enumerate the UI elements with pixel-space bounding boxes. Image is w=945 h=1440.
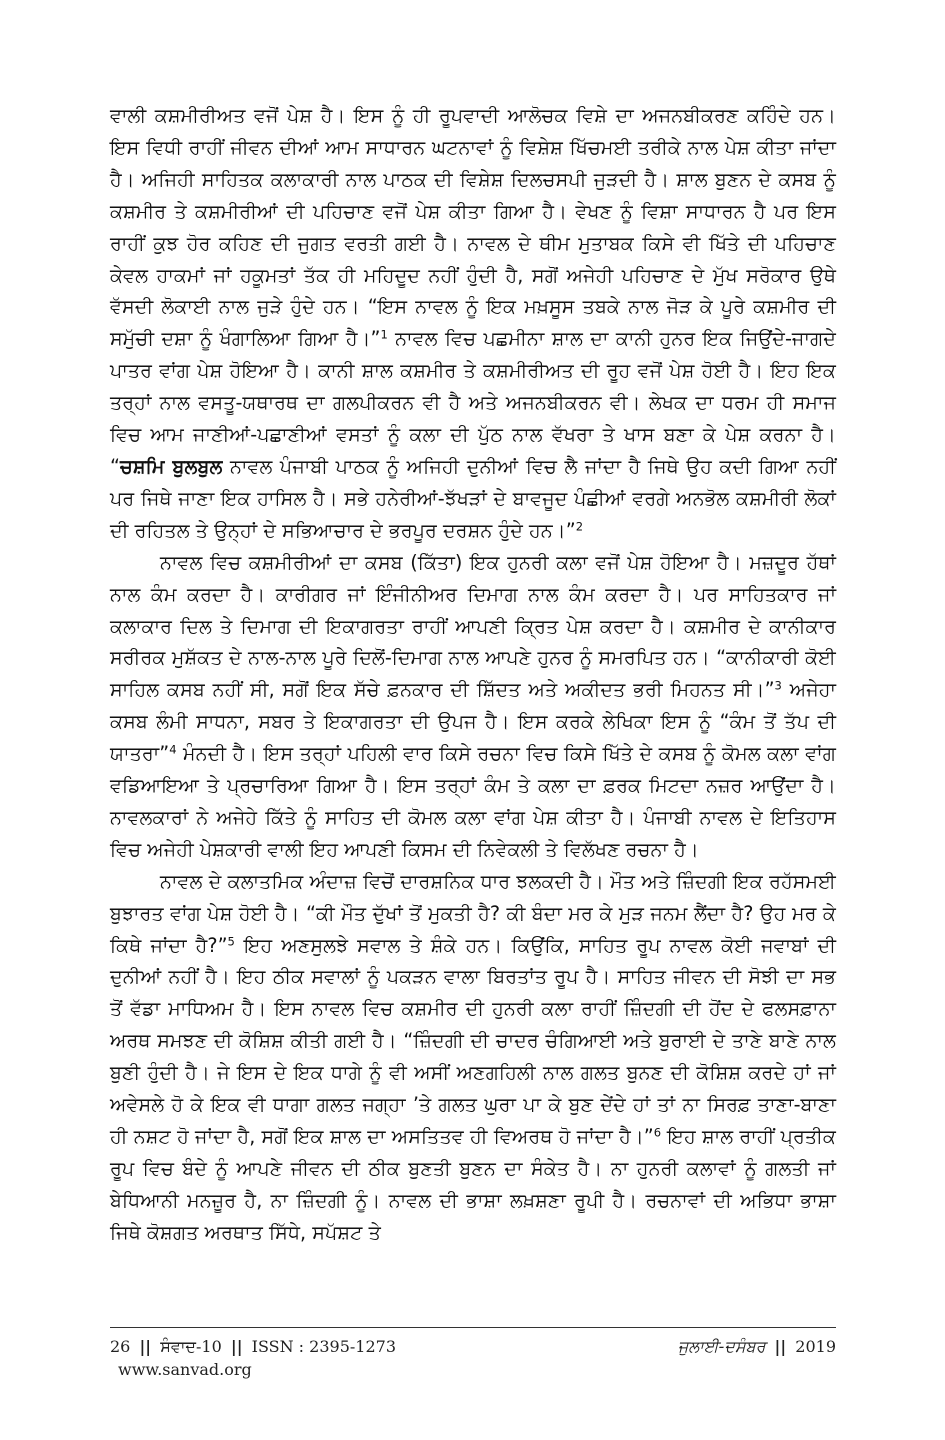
footnote-ref: 5: [227, 934, 235, 949]
paragraph-1: [110, 100, 836, 547]
text-run: ਮੰਨਦੀ ਹੈ। ਇਸ ਤਰ੍ਹਾਂ ਪਹਿਲੀ ਵਾਰ ਕਿਸੇ ਰਚਨਾ ਵਿਚ ਕਿਸੇ ਖਿੱਤੇ ਦੇ ਕਸਬ ਨੂੰ ਕੋਮਲ ਕਲਾ ਵਾਂਗ ਵਡਿਆਇਆ ਤੇ ਪ੍ਰਚਾਰਿਆ ਗਿਆ ਹੈ। ਇਸ ਤਰ੍ਹਾਂ ਕੰਮ ਤੇ ਕਲਾ ਦਾ ਫ਼ਰਕ ਮਿਟਦਾ ਨਜ਼ਰ ਆਉਂਦਾ ਹੈ। ਨਾਵਲਕਾਰਾਂ ਨੇ ਅਜੇਹੇ ਕਿੱਤੇ ਨੂੰ ਸਾਹਿਤ ਦੀ ਕੋਮਲ ਕਲਾ ਵਾਂਗ ਪੇਸ਼ ਕੀਤਾ ਹੈ। ਪੰਜਾਬੀ ਨਾਵਲ ਦੇ ਇਤਿਹਾਸ ਵਿਚ ਅਜੇਹੀ ਪੇਸ਼ਕਾਰੀ ਵਾਲੀ ਇਹ ਆਪਣੀ ਕਿਸਮ ਦੀ ਨਿਵੇਕਲੀ ਤੇ ਵਿਲੱਖਣ ਰਚਨਾ ਹੈ।: [110, 742, 836, 861]
footnote-ref: 6: [653, 1125, 662, 1140]
text-run: ਵਾਲੀ ਕਸ਼ਮੀਰੀਅਤ ਵਜੋਂ ਪੇਸ਼ ਹੈ। ਇਸ ਨੂੰ ਹੀ ਰੂਪਵਾਦੀ ਆਲੋਚਕ ਵਿਸ਼ੇ ਦਾ ਅਜਨਬੀਕਰਣ ਕਹਿੰਦੇ ਹਨ। ਇਸ ਵਿਧੀ ਰਾਹੀਂ ਜੀਵਨ ਦੀਆਂ ਆਮ ਸਾਧਾਰਨ ਘਟਨਾਵਾਂ ਨੂੰ ਵਿਸ਼ੇਸ਼ ਖਿੱਚਮਈ ਤਰੀਕੇ ਨਾਲ ਪੇਸ਼ ਕੀਤਾ ਜਾਂਦਾ ਹੈ। ਅਜਿਹੀ ਸਾਹਿਤਕ ਕਲਾਕਾਰੀ ਨਾਲ ਪਾਠਕ ਦੀ ਵਿਸ਼ੇਸ਼ ਦਿਲਚਸਪੀ ਜੁੜਦੀ ਹੈ। ਸ਼ਾਲ ਬੁਣਨ ਦੇ ਕਸਬ ਨੂੰ ਕਸ਼ਮੀਰ ਤੇ ਕਸ਼ਮੀਰੀਆਂ ਦੀ ਪਹਿਚਾਣ ਵਜੋਂ ਪੇਸ਼ ਕੀਤਾ ਗਿਆ ਹੈ। ਵੇਖਣ ਨੂੰ ਵਿਸ਼ਾ ਸਾਧਾਰਨ ਹੈ ਪਰ ਇਸ ਰਾਹੀਂ ਕੁਝ ਹੋਰ ਕਹਿਣ ਦੀ ਜੁਗਤ ਵਰਤੀ ਗਈ ਹੈ। ਨਾਵਲ ਦੇ ਥੀਮ ਮੁਤਾਬਕ ਕਿਸੇ ਵੀ ਖਿੱਤੇ ਦੀ ਪਹਿਚਾਣ ਕੇਵਲ ਹਾਕਮਾਂ ਜਾਂ ਹਕੂਮਤਾਂ ਤੱਕ ਹੀ ਮਹਿਦੂਦ ਨਹੀਂ ਹੁੰਦੀ ਹੈ, ਸਗੋਂ ਅਜੇਹੀ ਪਹਿਚਾਣ ਦੇ ਮੁੱਖ ਸਰੋਕਾਰ ਉਥੇ ਵੱਸਦੀ ਲੋਕਾਈ ਨਾਲ ਜੁੜੇ ਹੁੰਦੇ ਹਨ। “ਇਸ ਨਾਵਲ ਨੂੰ ਇਕ ਮਖ਼ਸੂਸ ਤਬਕੇ ਨਾਲ ਜੋੜ ਕੇ ਪੂਰੇ ਕਸ਼ਮੀਰ ਦੀ ਸਮੁੱਚੀ ਦਸ਼ਾ ਨੂੰ ਖੰਗਾਲਿਆ ਗਿਆ ਹੈ।”: [110, 104, 836, 351]
page-number: 26: [110, 1337, 131, 1356]
text-run: ਨਾਵਲ ਦੇ ਕਲਾਤਮਿਕ ਅੰਦਾਜ਼ ਵਿਚੋਂ ਦਾਰਸ਼ਨਿਕ ਧਾਰ ਝਲਕਦੀ ਹੈ। ਮੌਤ ਅਤੇ ਜ਼ਿੰਦਗੀ ਇਕ ਰਹੱਸਮਈ ਬੁਝਾਰਤ ਵਾਂਗ ਪੇਸ਼ ਹੋਈ ਹੈ। “ਕੀ ਮੌਤ ਦੁੱਖਾਂ ਤੋਂ ਮੁਕਤੀ ਹੈ? ਕੀ ਬੰਦਾ ਮਰ ਕੇ ਮੁੜ ਜਨਮ ਲੈਂਦਾ ਹੈ? ਉਹ ਮਰ ਕੇ ਕਿਥੇ ਜਾਂਦਾ ਹੈ?”: [110, 869, 836, 957]
footnote-ref: 4: [169, 742, 177, 757]
footnote-ref: 3: [774, 678, 782, 693]
footnote-ref: 2: [575, 519, 584, 534]
separator: ||: [139, 1337, 152, 1356]
text-run: ਇਹ ਅਣਸੁਲਝੇ ਸਵਾਲ ਤੇ ਸ਼ੰਕੇ ਹਨ। ਕਿਉਂਕਿ, ਸਾਹਿਤ ਰੂਪ ਨਾਵਲ ਕੋਈ ਜਵਾਬਾਂ ਦੀ ਦੁਨੀਆਂ ਨਹੀਂ ਹੈ। ਇਹ ਠੀਕ ਸਵਾਲਾਂ ਨੂੰ ਪਕੜਨ ਵਾਲਾ ਬਿਰਤਾਂਤ ਰੂਪ ਹੈ। ਸਾਹਿਤ ਜੀਵਨ ਦੀ ਸੋਝੀ ਦਾ ਸਭ ਤੋਂ ਵੱਡਾ ਮਾਧਿਅਮ ਹੈ। ਇਸ ਨਾਵਲ ਵਿਚ ਕਸ਼ਮੀਰ ਦੀ ਹੁਨਰੀ ਕਲਾ ਰਾਹੀਂ ਜ਼ਿੰਦਗੀ ਦੀ ਹੋਂਦ ਦੇ ਫਲਸਫ਼ਾਨਾ ਅਰਥ ਸਮਝਣ ਦੀ ਕੋਸ਼ਿਸ਼ ਕੀਤੀ ਗਈ ਹੈ। “ਜ਼ਿੰਦਗੀ ਦੀ ਚਾਦਰ ਚੰਗਿਆਈ ਅਤੇ ਬੁਰਾਈ ਦੇ ਤਾਣੇ ਬਾਣੇ ਨਾਲ ਬੁਣੀ ਹੁੰਦੀ ਹੈ। ਜੇ ਇਸ ਦੇ ਇਕ ਧਾਗੇ ਨੂੰ ਵੀ ਅਸੀਂ ਅਣਗਹਿਲੀ ਨਾਲ ਗਲਤ ਬੁਨਣ ਦੀ ਕੋਸ਼ਿਸ਼ ਕਰਦੇ ਹਾਂ ਜਾਂ ਅਵੇਸਲੇ ਹੋ ਕੇ ਇਕ ਵੀ ਧਾਗਾ ਗਲਤ ਜਗ੍ਹਾ ’ਤੇ ਗਲਤ ਘੁਰਾ ਪਾ ਕੇ ਬੁਣ ਦੇਂਦੇ ਹਾਂ ਤਾਂ ਨਾ ਸਿਰਫ਼ ਤਾਣਾ-ਬਾਣਾ ਹੀ ਨਸ਼ਟ ਹੋ ਜਾਂਦਾ ਹੈ, ਸਗੋਂ ਇਕ ਸ਼ਾਲ ਦਾ ਅਸਤਿਤਵ ਹੀ ਵਿਅਰਥ ਹੋ ਜਾਂਦਾ ਹੈ।”: [110, 933, 836, 1148]
issue-months: ਜੁਲਾਈ-ਦਸੰਬਰ: [677, 1337, 766, 1356]
paragraph-2: [110, 547, 836, 866]
paragraph-3: [110, 866, 836, 1249]
text-run: ਨਾਵਲ ਵਿਚ ਪਛਮੀਨਾ ਸ਼ਾਲ ਦਾ ਕਾਨੀ ਹੁਨਰ ਇਕ ਜਿਉਂਦੇ-ਜਾਗਦੇ ਪਾਤਰ ਵਾਂਗ ਪੇਸ਼ ਹੋਇਆ ਹੈ। ਕਾਨੀ ਸ਼ਾਲ ਕਸ਼ਮੀਰ ਤੇ ਕਸ਼ਮੀਰੀਅਤ ਦੀ ਰੂਹ ਵਜੋਂ ਪੇਸ਼ ਹੋਈ ਹੈ। ਇਹ ਇਕ ਤਰ੍ਹਾਂ ਨਾਲ ਵਸਤੂ-ਯਥਾਰਥ ਦਾ ਗਲਪੀਕਰਨ ਵੀ ਹੈ ਅਤੇ ਅਜਨਬੀਕਰਨ ਵੀ। ਲੇਖਕ ਦਾ ਧਰਮ ਹੀ ਸਮਾਜ ਵਿਚ ਆਮ ਜਾਣੀਆਂ-ਪਛਾਣੀਆਂ ਵਸਤਾਂ ਨੂੰ ਕਲਾ ਦੀ ਪੁੱਠ ਨਾਲ ਵੱਖਰਾ ਤੇ ਖਾਸ ਬਣਾ ਕੇ ਪੇਸ਼ ਕਰਨਾ ਹੈ। “: [110, 327, 836, 478]
text-run: ਇਹ ਸ਼ਾਲ ਰਾਹੀਂ ਪ੍ਰਤੀਕ ਰੂਪ ਵਿਚ ਬੰਦੇ ਨੂੰ ਆਪਣੇ ਜੀਵਨ ਦੀ ਠੀਕ ਬੁਣਤੀ ਬੁਣਨ ਦਾ ਸੰਕੇਤ ਹੈ। ਨਾ ਹੁਨਰੀ ਕਲਾਵਾਂ ਨੂੰ ਗਲਤੀ ਜਾਂ ਬੇਧਿਆਨੀ ਮਨਜ਼ੂਰ ਹੈ, ਨਾ ਜ਼ਿੰਦਗੀ ਨੂੰ। ਨਾਵਲ ਦੀ ਭਾਸ਼ਾ ਲਖ਼ਸ਼ਣਾ ਰੂਪੀ ਹੈ। ਰਚਨਾਵਾਂ ਦੀ ਅਭਿਧਾ ਭਾਸ਼ਾ ਜਿਥੇ ਕੋਸ਼ਗਤ ਅਰਥਾਤ ਸਿੱਧੇ, ਸਪੱਸ਼ਟ ਤੇ: [110, 1125, 836, 1244]
footer-left: [110, 1337, 396, 1357]
text-run: ਨਾਵਲ ਵਿਚ ਕਸ਼ਮੀਰੀਆਂ ਦਾ ਕਸਬ (ਕਿੱਤਾ) ਇਕ ਹੁਨਰੀ ਕਲਾ ਵਜੋਂ ਪੇਸ਼ ਹੋਇਆ ਹੈ। ਮਜ਼ਦੂਰ ਹੱਥਾਂ ਨਾਲ ਕੰਮ ਕਰਦਾ ਹੈ। ਕਾਰੀਗਰ ਜਾਂ ਇੰਜੀਨੀਅਰ ਦਿਮਾਗ ਨਾਲ ਕੰਮ ਕਰਦਾ ਹੈ। ਪਰ ਸਾਹਿਤਕਾਰ ਜਾਂ ਕਲਾਕਾਰ ਦਿਲ ਤੇ ਦਿਮਾਗ ਦੀ ਇਕਾਗਰਤਾ ਰਾਹੀਂ ਆਪਣੀ ਕ੍ਰਿਤ ਪੇਸ਼ ਕਰਦਾ ਹੈ। ਕਸ਼ਮੀਰ ਦੇ ਕਾਨੀਕਾਰ ਸਰੀਰਕ ਮੁਸ਼ੱਕਤ ਦੇ ਨਾਲ-ਨਾਲ ਪੂਰੇ ਦਿਲੋਂ-ਦਿਮਾਗ ਨਾਲ ਆਪਣੇ ਹੁਨਰ ਨੂੰ ਸਮਰਪਿਤ ਹਨ। “ਕਾਨੀਕਾਰੀ ਕੋਈ ਸਾਹਿਲ ਕਸਬ ਨਹੀਂ ਸੀ, ਸਗੋਂ ਇਕ ਸੱਚੇ ਫ਼ਨਕਾਰ ਦੀ ਸ਼ਿੱਦਤ ਅਤੇ ਅਕੀਦਤ ਭਰੀ ਮਿਹਨਤ ਸੀ।”: [110, 550, 836, 702]
footnote-ref: 1: [380, 328, 388, 343]
footer-divider: [110, 1327, 836, 1328]
separator: ||: [230, 1337, 243, 1356]
website: www.sanvad.org: [118, 1360, 252, 1379]
issn: ISSN : 2395-1273: [251, 1337, 396, 1356]
issue-year: 2019: [795, 1337, 836, 1356]
text-run: ਅਜੇਹਾ ਕਸਬ ਲੰਮੀ ਸਾਧਨਾ, ਸਬਰ ਤੇ ਇਕਾਗਰਤਾ ਦੀ ਉਪਜ ਹੈ। ਇਸ ਕਰਕੇ ਲੇਖਿਕਾ ਇਸ ਨੂੰ “ਕੰਮ ਤੋਂ ਤੱਪ ਦੀ ਯਾਤਰਾ”: [110, 678, 836, 766]
footer-right: [678, 1337, 836, 1357]
journal-name: ਸੰਵਾਦ-10: [160, 1337, 222, 1356]
separator: ||: [774, 1337, 787, 1356]
body-text: [110, 100, 836, 1249]
novel-title: ਚਸ਼ਮਿ ਬੁਲਬੁਲ: [119, 454, 223, 478]
text-run: ਨਾਵਲ ਪੰਜਾਬੀ ਪਾਠਕ ਨੂੰ ਅਜਿਹੀ ਦੁਨੀਆਂ ਵਿਚ ਲੈ ਜਾਂਦਾ ਹੈ ਜਿਥੇ ਉਹ ਕਦੀ ਗਿਆ ਨਹੀਂ ਪਰ ਜਿਥੇ ਜਾਣਾ ਇਕ ਹਾਸਿਲ ਹੈ। ਸਭੇ ਹਨੇਰੀਆਂ-ਝੱਖੜਾਂ ਦੇ ਬਾਵਜੂਦ ਪੰਛੀਆਂ ਵਰਗੇ ਅਨਭੋਲ ਕਸ਼ਮੀਰੀ ਲੋਕਾਂ ਦੀ ਰਹਿਤਲ ਤੇ ਉਨ੍ਹਾਂ ਦੇ ਸਭਿਆਚਾਰ ਦੇ ਭਰਪੂਰ ਦਰਸ਼ਨ ਹੁੰਦੇ ਹਨ।”: [110, 454, 836, 542]
